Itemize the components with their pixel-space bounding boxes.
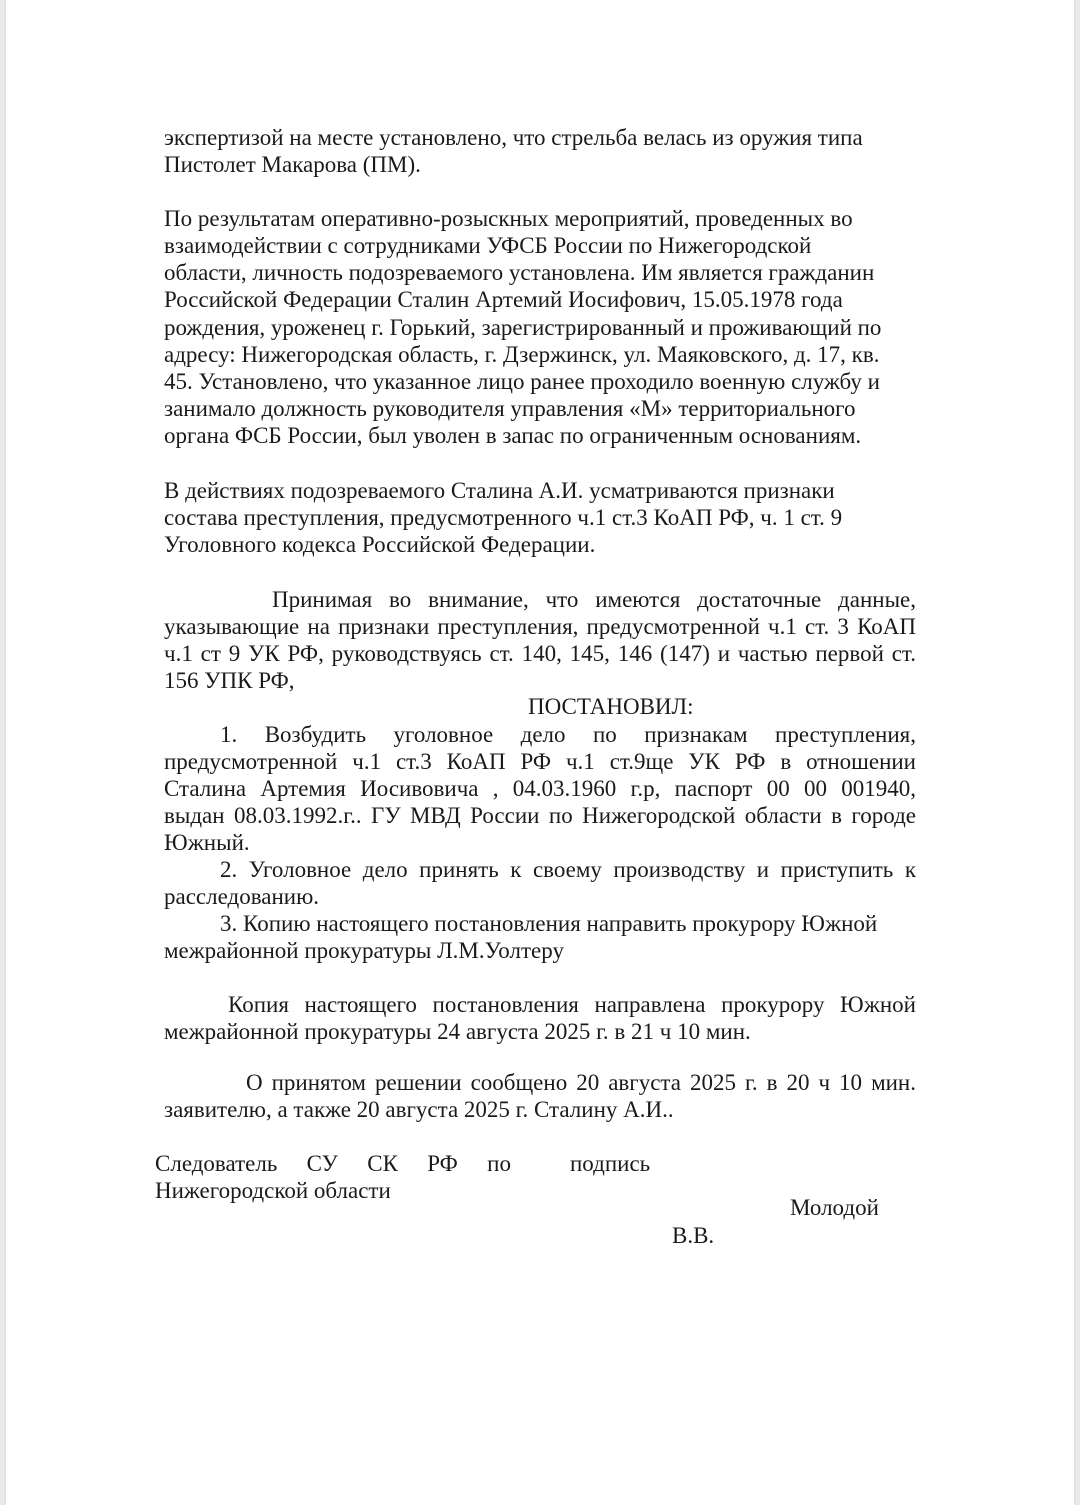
paragraph-4-line-3: ч.1 ст 9 УК РФ, руководствуясь ст. 140, 145, 146 (147) и частью первой ст.: [164, 641, 916, 666]
notice-line-1: О принятом решении сообщено 20 августа 2025 г. в 20 ч 10 мин.: [246, 1070, 916, 1095]
paragraph-2-line-9: органа ФСБ России, был уволен в запас по ограниченным основаниям.: [164, 423, 862, 448]
paragraph-2-line-6: адресу: Нижегородская область, г. Дзержинск, ул. Маяковского, д. 17, кв.: [164, 342, 880, 367]
paragraph-2-line-4: Российской Федерации Сталин Артемий Иосифович, 15.05.1978 года: [164, 287, 843, 312]
item-3-line-1: 3. Копию настоящего постановления направить прокурору Южной: [220, 911, 878, 936]
paragraph-4-line-2: указывающие на признаки преступления, предусмотренной ч.1 ст. 3 КоАП: [164, 614, 916, 639]
paragraph-2-line-2: взаимодействии с сотрудниками УФСБ России по Нижегородской: [164, 233, 812, 258]
item-2-line-2: расследованию.: [164, 884, 320, 909]
item-1-line-4: выдан 08.03.1992.г.. ГУ МВД России по Нижегородской области в городе: [164, 803, 916, 828]
item-1-line-1: 1. Возбудить уголовное дело по признакам преступления,: [220, 722, 916, 747]
item-3-line-2: межрайонной прокуратуры Л.М.Уолтеру: [164, 938, 564, 963]
paragraph-4-line-1: Принимая во внимание, что имеются достаточные данные,: [272, 587, 916, 612]
item-2-line-1: 2. Уголовное дело принять к своему производству и приступить к: [220, 857, 916, 882]
investigator-position-line-1: Следователь СУ СК РФ по: [155, 1151, 511, 1176]
item-1-line-2: предусмотренной ч.1 ст.3 КоАП РФ ч.1 ст.9ще УК РФ в отношении: [164, 749, 916, 774]
copy-note-line-2: межрайонной прокуратуры 24 августа 2025 г. в 21 ч 10 мин.: [164, 1019, 751, 1044]
paragraph-2-line-3: области, личность подозреваемого установлена. Им является гражданин: [164, 260, 875, 285]
resolution-heading: ПОСТАНОВИЛ:: [528, 694, 694, 719]
item-1-line-5: Южный.: [164, 830, 250, 855]
investigator-position-line-2: Нижегородской области: [155, 1178, 391, 1203]
paragraph-1-line-1: экспертизой на месте установлено, что стрельба велась из оружия типа: [164, 125, 863, 150]
paragraph-1-line-2: Пистолет Макарова (ПМ).: [164, 152, 421, 177]
item-1-line-3: Сталина Артемия Иосивовича , 04.03.1960 г.р, паспорт 00 00 001940,: [164, 776, 916, 801]
paragraph-2-line-5: рождения, уроженец г. Горький, зарегистрированный и проживающий по: [164, 315, 882, 340]
paragraph-2-line-8: занимало должность руководителя управления «М» территориального: [164, 396, 856, 421]
paragraph-2-line-7: 45. Установлено, что указанное лицо ранее проходило военную службу и: [164, 369, 880, 394]
signature-label: подпись: [570, 1151, 651, 1176]
document-page: [6, 0, 1074, 1505]
investigator-surname: Молодой: [790, 1195, 879, 1220]
paragraph-3-line-3: Уголовного кодекса Российской Федерации.: [164, 532, 596, 557]
paragraph-2-line-1: По результатам оперативно-розыскных мероприятий, проведенных во: [164, 206, 853, 231]
paragraph-3-line-2: состава преступления, предусмотренного ч.1 ст.3 КоАП РФ, ч. 1 ст. 9: [164, 505, 843, 530]
notice-line-2: заявителю, а также 20 августа 2025 г. Сталину А.И..: [164, 1097, 674, 1122]
investigator-initials: В.В.: [672, 1223, 715, 1248]
paragraph-4-line-4: 156 УПК РФ,: [164, 668, 295, 693]
paragraph-3-line-1: В действиях подозреваемого Сталина А.И. усматриваются признаки: [164, 478, 835, 503]
copy-note-line-1: Копия настоящего постановления направлена прокурору Южной: [228, 992, 916, 1017]
